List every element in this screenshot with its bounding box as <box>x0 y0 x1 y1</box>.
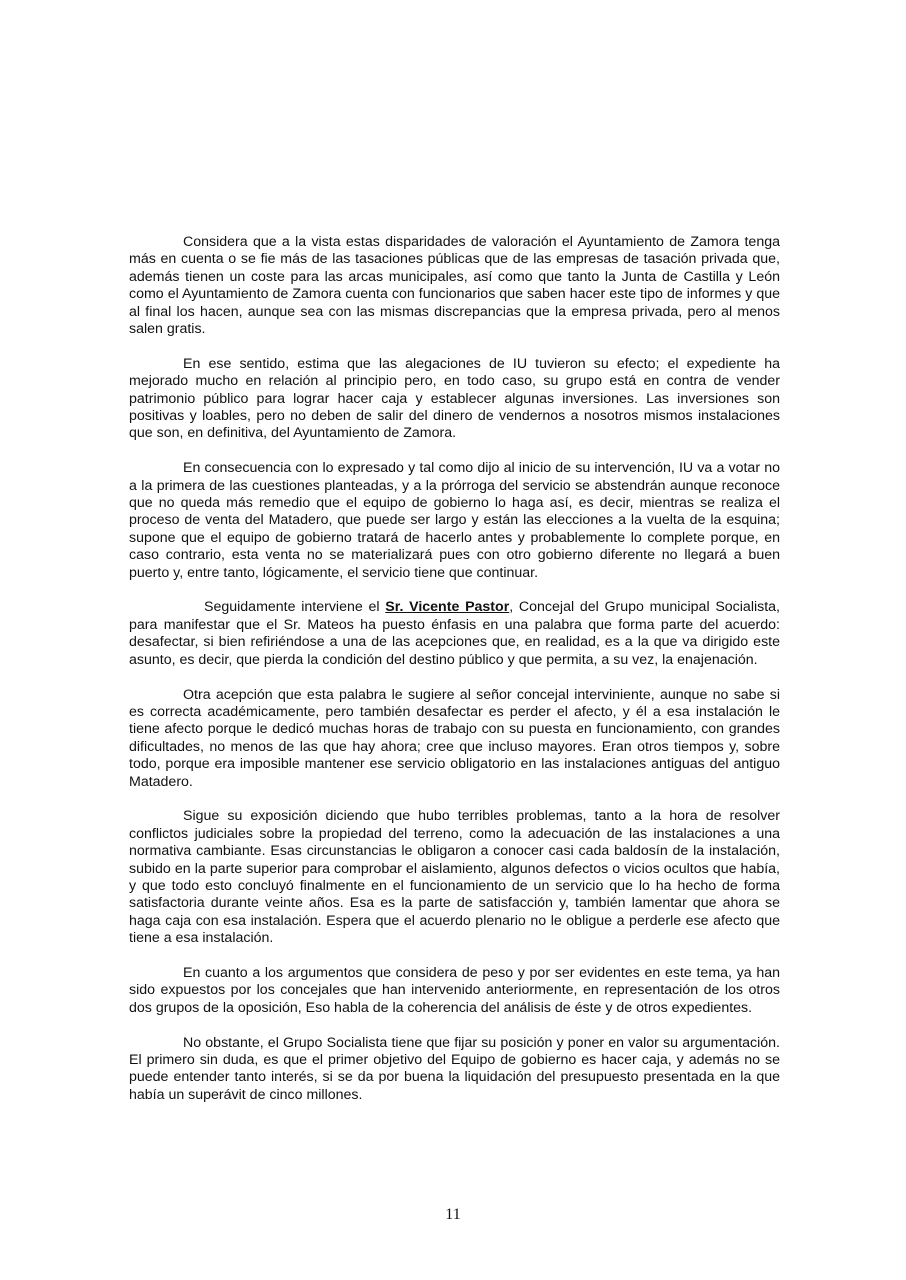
document-body <box>129 234 780 1122</box>
speaker-name: Sr. Vicente Pastor <box>385 599 510 616</box>
paragraph-intervencion-lead: Seguidamente interviene el <box>204 599 386 616</box>
paragraph-intervencion <box>129 599 780 669</box>
paragraph-alegaciones: En ese sentido, estima que las alegaciones de IU tuvieron su efecto; el expediente ha mejorado mucho en relación al principio pero, en todo caso, su grupo está en contra de vender patrimonio público para lograr hacer caja y establecer algunas inversiones. Las inversiones son positivas y loables, pero no deben de salir del dinero de vendernos a nosotros mismos instalaciones que son, en definitiva, del Ayuntamiento de Zamora. <box>129 355 780 442</box>
paragraph-valoracion: Considera que a la vista estas disparidades de valoración el Ayuntamiento de Zamora tenga más en cuenta o se fie más de las tasaciones públicas que de las empresas de tasación privada que, además tienen un coste para las arcas municipales, así como que tanto la Junta de Castilla y León como el Ayuntamiento de Zamora cuenta con funcionarios que saben hacer este tipo de informes y que al final los hacen, aunque sea con las mismas discrepancias que la empresa privada, pero al menos salen gratis. <box>129 234 780 338</box>
paragraph-acepcion: Otra acepción que esta palabra le sugiere al señor concejal interviniente, aunque no sabe si es correcta académicamente, pero también desafectar es perder el afecto, y él a esa instalación le tiene afecto porque le dedicó muchas horas de trabajo con su puesta en funcionamiento, con grandes dificultades, no menos de las que hay ahora; cree que incluso mayores. Eran otros tiempos y, sobre todo, porque era imposible mantener ese servicio obligatorio en las instalaciones antiguas del antiguo Matadero. <box>129 686 780 790</box>
paragraph-intervencion-text: , Concejal del Grupo municipal Socialista, para manifestar que el Sr. Mateos ha puesto énfasis en una palabra que forma parte del acuerdo: desafectar, si bien refiriéndose a una de las acepciones que, en realidad, es a la que va dirigido este asunto, es decir, que pierda la condición del destino público y que permita, a su vez, la enajenación. <box>129 599 780 668</box>
paragraph-posicion: No obstante, el Grupo Socialista tiene que fijar su posición y poner en valor su argumentación. El primero sin duda, es que el primer objetivo del Equipo de gobierno es hacer caja, y además no se puede entender tanto interés, si se da por buena la liquidación del presupuesto presentada en la que había un superávit de cinco millones. <box>129 1034 780 1103</box>
page-number: 11 <box>445 1206 461 1223</box>
paragraph-exposicion: Sigue su exposición diciendo que hubo terribles problemas, tanto a la hora de resolver conflictos judiciales sobre la propiedad del terreno, como la adecuación de las instalaciones a una normativa cambiante. Esas circunstancias le obligaron a conocer casi cada baldosín de la instalación, subido en la parte superior para comprobar el aislamiento, algunos defectos o vicios ocultos que había, y que todo esto concluyó finalmente en el funcionamiento de un servicio que lo ha hecho de forma satisfactoria durante veinte años. Esa es la parte de satisfacción y, también lamentar que ahora se haga caja con esa instalación. Espera que el acuerdo plenario no le obligue a perderle ese afecto que tiene a esa instalación. <box>129 808 780 947</box>
paragraph-argumentos: En cuanto a los argumentos que considera de peso y por ser evidentes en este tema, ya han sido expuestos por los concejales que han intervenido anteriormente, en representación de los otros dos grupos de la oposición, Eso habla de la coherencia del análisis de éste y de otros expedientes. <box>129 964 780 1016</box>
paragraph-consecuencia: En consecuencia con lo expresado y tal como dijo al inicio de su intervención, IU va a votar no a la primera de las cuestiones planteadas, y a la prórroga del servicio se abstendrán aunque reconoce que no queda más remedio que el equipo de gobierno lo haga así, es decir, mientras se realiza el proceso de venta del Matadero, que puede ser largo y están las elecciones a la vuelta de la esquina; supone que el equipo de gobierno tratará de hacerlo antes y probablemente lo complete porque, en caso contrario, esta venta no se materializará pues con otro gobierno diferente no llegará a buen puerto y, entre tanto, lógicamente, el servicio tiene que continuar. <box>129 460 780 581</box>
